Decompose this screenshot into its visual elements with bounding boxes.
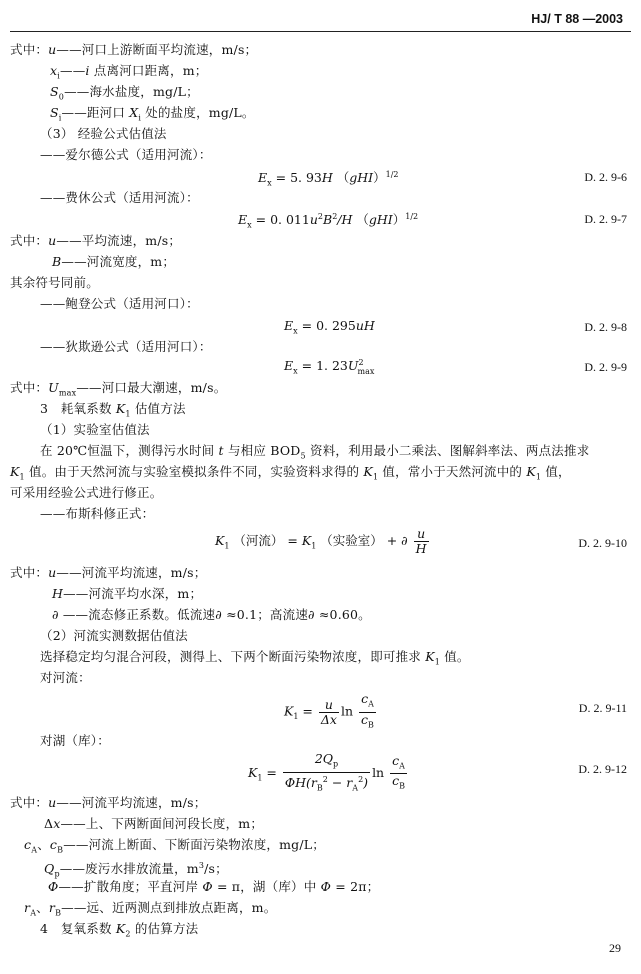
line-16: 在 20℃恒温下，测得污水时间 t 与相应 $BOD_5$ 资料，利用最小二乘法、图解斜率法、两点法推求 [40,443,590,461]
line-1: 式中：u——河口上游断面平均流速，m/s； [10,42,258,57]
equation-d-2-9-8: $E_x = 0$. 295uH [284,318,375,336]
line-15: （1）实验室估值法 [40,422,150,437]
line-10: 其余符号同前。 [10,275,99,290]
equation-d-2-9-9: $E_x = 1$. $23U^2_{max}$ [284,358,375,376]
header-rule [10,31,631,32]
line-32: $r_A$、$r_B——$远、近两测点到排放点距离，m。 [24,900,277,918]
line-2: $x_i——i$ 点离河口距离，m； [50,63,208,81]
line-20: 式中：u——河流平均流速，m/s； [10,565,207,580]
line-11: ——鲍登公式（适用河口）： [40,296,199,311]
equation-number-8: D. 2. 9-8 [584,320,627,334]
line-17: $K_1$ 值。由于天然河流与实验室模拟条件不同，实验资料求得的 $K_1$ 值，常小于天然河流中的 $K_1$ 值， [10,464,571,482]
line-4: $S_i——$距河口 $X_i$ 处的盐度，mg/L。 [50,105,255,123]
line-5: （3） 经验公式估值法 [40,126,167,141]
line-21: H——河流平均水深，m； [52,586,203,601]
equation-number-7: D. 2. 9-7 [584,212,627,226]
equation-number-11: D. 2. 9-11 [578,701,627,715]
line-30: $Q_p——$废污水排放流量，$m^3/s$； [44,861,228,879]
equation-d-2-9-12: $K_1$ = $\frac{2Q_p}{\Phi H(r_B^2 - r_A^2)}$ ln $\frac{c_A}{c_B}$ [248,751,406,793]
line-33: 4 复氧系数 $K_2$ 的估算方法 [40,921,199,939]
equation-d-2-9-11: $K_1$ = $\frac{u}{\Delta x}$ ln $\frac{c_A}{c_B}$ [284,691,374,729]
line-7: ——费休公式（适用河流）： [40,190,199,205]
line-6: ——爱尔德公式（适用河流）： [40,147,212,162]
equation-number-12: D. 2. 9-12 [578,762,627,776]
line-8: 式中：u——平均流速，m/s； [10,233,182,248]
equation-d-2-9-10: $K_1$ （河流） = $K_1$ （实验室） + ∂ $\frac{u}{H}$ [215,526,427,556]
line-25: 对河流： [40,670,91,685]
line-26: 对湖（库）： [40,733,110,748]
line-24: 选择稳定均匀混合河段，测得上、下两个断面污染物浓度，即可推求 $K_1$ 值。 [40,649,470,667]
line-13: 式中：$U_{max}——$河口最大潮速，m/s。 [10,380,227,398]
line-23: （2）河流实测数据估值法 [40,628,188,643]
equation-number-9: D. 2. 9-9 [584,360,627,374]
page-number: 29 [609,941,621,955]
equation-number-10: D. 2. 9-10 [578,536,627,550]
line-14: 3 耗氧系数 $K_1$ 估值方法 [40,401,186,419]
document-code: HJ/ T 88 —2003 [531,12,623,26]
line-9: B——河流宽度，m； [52,254,176,269]
line-31: Φ——扩散角度；平直河岸 Φ = π，湖（库）中 Φ = 2π； [48,879,380,894]
line-19: ——布斯科修正式： [40,506,155,521]
line-18: 可采用经验公式进行修正。 [10,485,163,500]
line-22: ∂ ——流态修正系数。低流速∂ ≈0.1；高流速∂ ≈0.60。 [52,607,371,622]
equation-d-2-9-6: $E_x = 5$. 93H （gHI）$^{1/2}$ [258,169,399,188]
line-12: ——狄欺逊公式（适用河口）： [40,339,212,354]
line-29: $c_A$、$c_B——$河流上断面、下断面污染物浓度，mg/L； [24,837,325,855]
line-27: 式中：u——河流平均流速，m/s； [10,795,207,810]
equation-number-6: D. 2. 9-6 [584,170,627,184]
equation-d-2-9-7: $E_x = 0$. $011u^2B^2/H$ （gHI）$^{1/2}$ [238,211,419,230]
line-28: Δx——上、下两断面间河段长度，m； [44,816,264,831]
line-3: $S_0——$海水盐度，mg/L； [50,84,199,102]
